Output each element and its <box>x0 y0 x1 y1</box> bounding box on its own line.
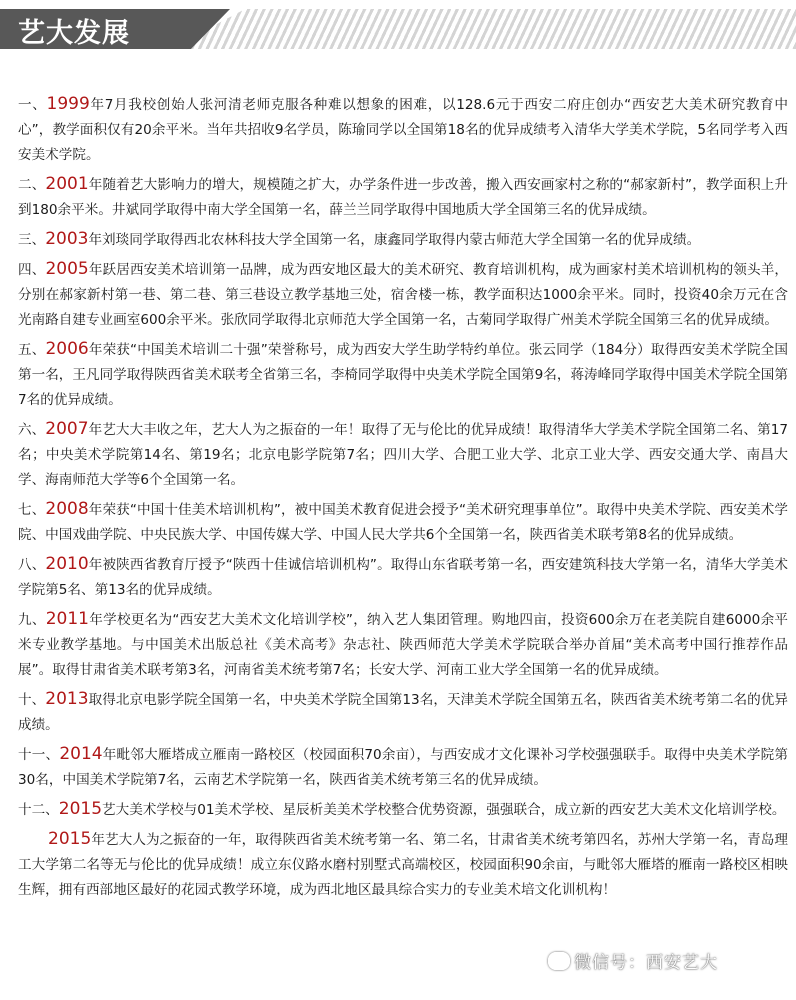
entry-year: 2003 <box>45 229 89 249</box>
history-entry: 十二、2015艺大美术学校与01美术学校、星辰析美美术学校整合优势资源，强强联合，成立新的西安艺大美术文化培训学校。 <box>18 799 786 819</box>
wechat-icon <box>548 952 570 970</box>
section-banner <box>0 0 796 62</box>
history-entry: 四、2005年跃居西安美术培训第一品牌，成为西安地区最大的美术研究、教育培训机构，成为画家村美术培训机构的领头羊，分别在郝家新村第一巷、第二巷、第三巷设立教学基地三处，宿舍楼一栋，教学面积达1000余平米。同时，投资40余万元在含光南路自建专业画室600余平米。张欣同学取得北京师范大学全国第一名，古菊同学取得广州美术学院全国第三名的优异成绩。 <box>18 259 789 328</box>
closing-paragraph: 2015年艺大人为之振奋的一年，取得陕西省美术统考第一名、第二名，甘肃省美术统考第四名，苏州大学第一名，青岛理工大学第二名等无与伦比的优异成绩！成立东仪路水磨村别墅式高端校区，校园面积90余亩，与毗邻大雁塔的雁南一路校区相映生辉，拥有西部地区最好的花园式教学环境，成为西北地区最具综合实力的专业美术培文化训机构！ <box>18 829 788 898</box>
history-entry: 十一、2014年毗邻大雁塔成立雁南一路校区（校园面积70余亩），与西安成才文化课补习学校强强联手。取得中央美术学院第30名，中国美术学院第7名，云南艺术学院第一名，陕西省美术统考第三名的优异成绩。 <box>18 744 788 788</box>
history-content <box>18 92 788 917</box>
history-entry: 九、2011年学校更名为“西安艺大美术文化培训学校”，纳入艺人集团管理。购地四亩，投资600余万在老美院自建6000余平米专业教学基地。与中国美术出版总社《美术高考》杂志社、陕西师范大学美术学院联合举办首届“美术高考中国行推荐作品展”。取得甘肃省美术联考第3名，河南省美术统考第7名；长安大学、河南工业大学全国第一名的优异成绩。 <box>18 609 789 678</box>
history-entry: 六、2007年艺大大丰收之年，艺大人为之振奋的一年！取得了无与伦比的优异成绩！取得清华大学美术学院全国第二名、第17名；中央美术学院第14名、第19名；北京电影学院第7名；四川大学、合肥工业大学、北京工业大学、西安交通大学、南昌大学、海南师范大学等6个全国第一名。 <box>18 419 789 488</box>
entry-year: 2006 <box>45 339 89 359</box>
history-entry: 五、2006年荣获“中国美术培训二十强”荣誉称号，成为西安大学生助学特约单位。张云同学（184分）取得西安美术学院全国第一名，王凡同学取得陕西省美术联考全省第三名，李椅同学取得中央美术学院全国第9名，蒋涛峰同学取得中国美术学院全国第7名的优异成绩。 <box>18 339 788 408</box>
closing-year: 2015 <box>48 829 92 849</box>
entry-year: 2007 <box>45 419 89 439</box>
entry-year: 2013 <box>45 689 89 709</box>
wechat-watermark: 微信号：西安艺大 <box>548 948 718 973</box>
page-title: 艺大发展 <box>18 18 130 49</box>
history-entry: 七、2008年荣获“中国十佳美术培训机构”，被中国美术教育促进会授予“美术研究理事单位”。取得中央美术学院、西安美术学院、中国戏曲学院、中央民族大学、中国传媒大学、中国人民大学共6个全国第一名，陕西省美术联考第8名的优异成绩。 <box>18 499 789 543</box>
history-entry: 二、2001年随着艺大影响力的增大，规模随之扩大，办学条件进一步改善，搬入西安画家村之称的“郝家新村”，教学面积上升到180余平米。井斌同学取得中南大学全国第一名，薛兰兰同学取得中国地质大学全国第三名的优异成绩。 <box>18 174 788 218</box>
entry-year: 2015 <box>58 799 103 819</box>
banner-stripes <box>170 9 796 49</box>
entry-year: 2005 <box>45 259 89 279</box>
history-entry: 十、2013取得北京电影学院全国第一名，中央美术学院全国第13名，天津美术学院全国第五名，陕西省美术统考第二名的优异成绩。 <box>18 689 789 733</box>
entry-year: 2010 <box>45 554 89 574</box>
entry-year: 2008 <box>45 499 89 519</box>
entry-year: 2011 <box>45 609 89 629</box>
entry-year: 2001 <box>45 174 89 194</box>
entry-year: 1999 <box>46 94 90 114</box>
history-entry: 一、1999年7月我校创始人张河清老师克服各种难以想象的困难，以128.6元于西安二府庄创办“西安艺大美术研究教育中心”，教学面积仅有20余平米。当年共招收9名学员，陈瑜同学以全国第18名的优异成绩考入清华大学美术学院，5名同学考入西安美术学院。 <box>18 94 789 163</box>
history-entry: 三、2003年刘琰同学取得西北农林科技大学全国第一名，康鑫同学取得内蒙古师范大学全国第一名的优异成绩。 <box>18 229 701 249</box>
history-entry: 八、2010年被陕西省教育厅授予“陕西十佳诚信培训机构”。取得山东省联考第一名，西安建筑科技大学第一名，清华大学美术学院第5名、第13名的优异成绩。 <box>18 554 788 598</box>
entry-year: 2014 <box>59 744 103 764</box>
